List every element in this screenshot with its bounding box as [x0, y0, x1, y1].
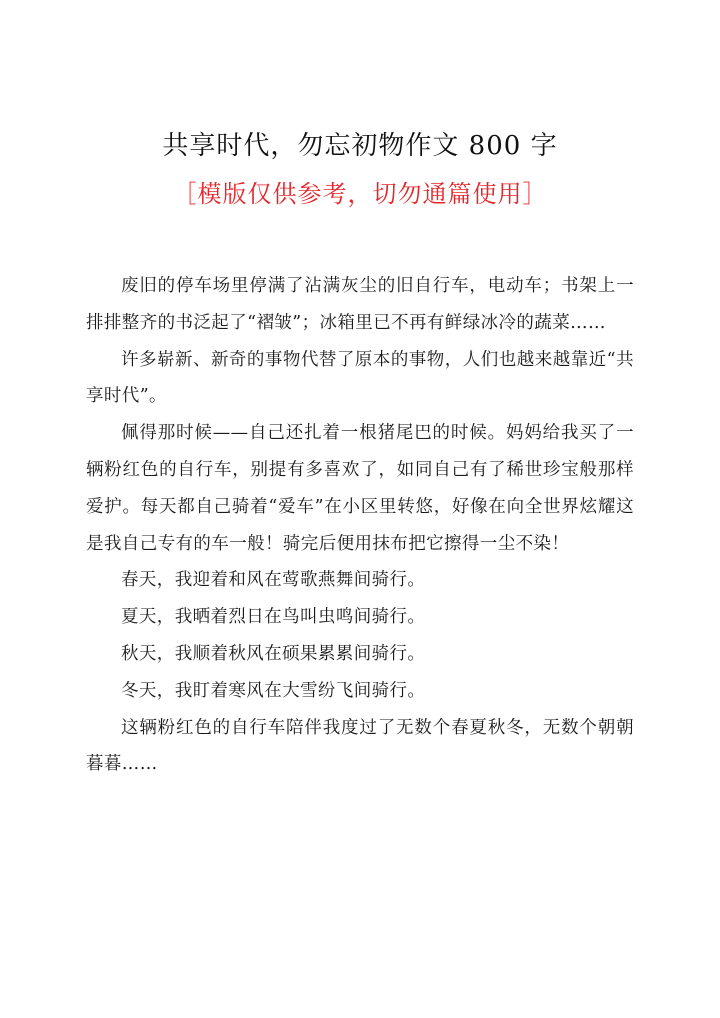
document-title: 共享时代，勿忘初物作文 800 字 [162, 131, 558, 161]
paragraph: 夏天，我晒着烈日在鸟叫虫鸣间骑行。 [121, 607, 426, 628]
paragraph: 春天，我迎着和风在莺歌燕舞间骑行。 [121, 570, 426, 591]
document-subtitle: ［模版仅供参考，切勿通篇使用］ [172, 180, 548, 208]
paragraph: 冬天，我盯着寒风在大雪纷飞间骑行。 [121, 680, 426, 701]
document-body [86, 268, 634, 783]
paragraph: 废旧的停车场里停满了沾满灰尘的旧自行车，电动车；书架上一排排整齐的书泛起了“褶皱”；冰箱里已不再有鲜绿冰冷的蔬菜…… [86, 276, 634, 333]
paragraph: 许多崭新、新奇的事物代替了原本的事物，人们也越来越靠近“共享时代”。 [86, 349, 634, 407]
paragraph: 佩得那时候——自己还扎着一根猪尾巴的时候。妈妈给我买了一辆粉红色的自行车，别提有多喜欢了，如同自己有了稀世珍宝般那样爱护。每天都自己骑着“爱车”在小区里转悠，好像在向全世界炫耀这是我自己专有的车一般！骑完后便用抹布把它擦得一尘不染！ [86, 423, 634, 554]
paragraph: 这辆粉红色的自行车陪伴我度过了无数个春夏秋冬，无数个朝朝暮暮…… [86, 717, 634, 775]
paragraph: 秋天，我顺着秋风在硕果累累间骑行。 [121, 643, 426, 664]
